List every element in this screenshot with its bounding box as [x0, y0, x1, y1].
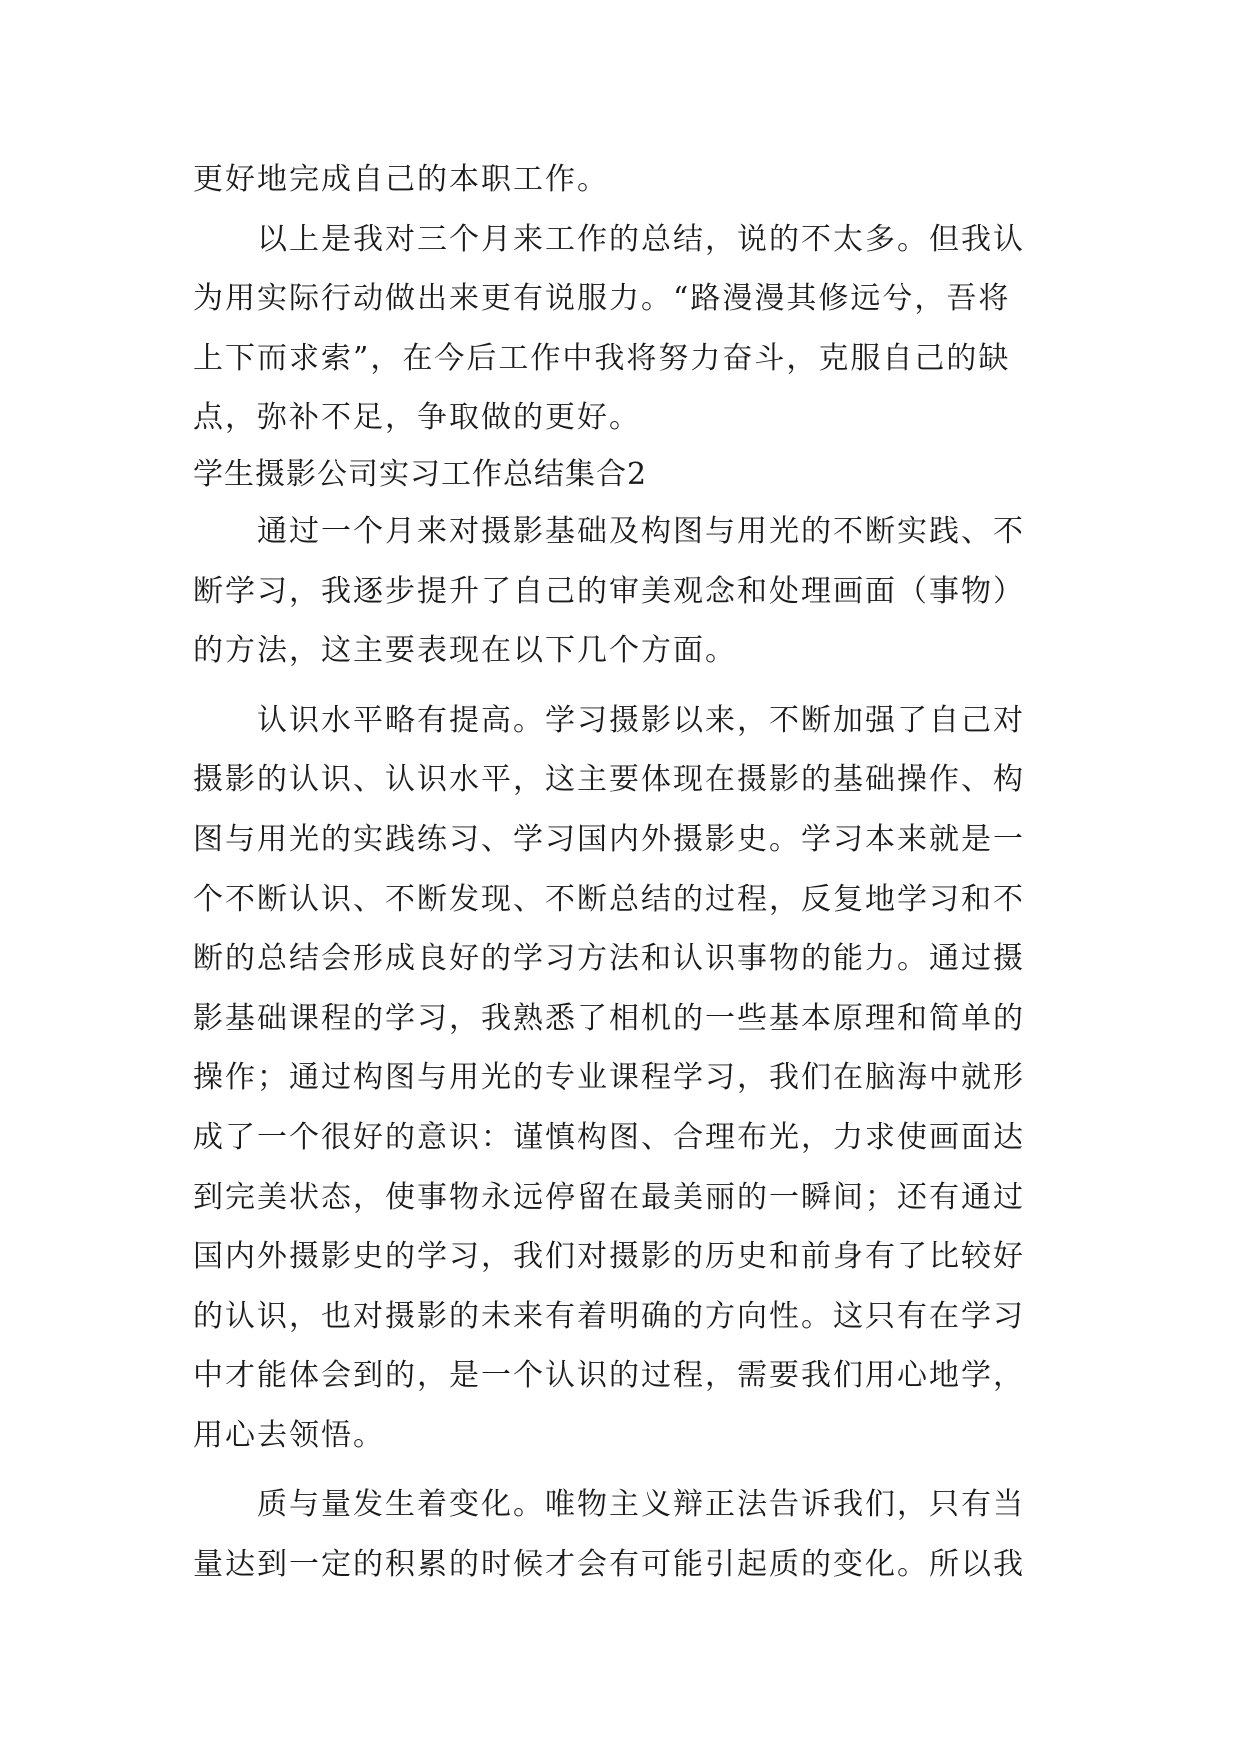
text-line: 以上是我对三个月来工作的总结，说的不太多。但我认 — [257, 221, 1025, 257]
text-line: 的方法，这主要表现在以下几个方面。 — [193, 633, 737, 669]
text-line: 到完美状态，使事物永远停留在最美丽的一瞬间；还有通过 — [193, 1179, 1025, 1215]
text-line: 摄影的认识、认识水平，这主要体现在摄影的基础操作、构 — [193, 762, 1025, 798]
paragraph — [193, 502, 1053, 681]
text-line: 量达到一定的积累的时候才会有可能引起质的变化。所以我 — [193, 1547, 1025, 1583]
text-line: 上下而求索”，在今后工作中我将努力奋斗，克服自己的缺 — [193, 340, 1011, 376]
paragraph — [193, 691, 1053, 1466]
text-line: 用心去领悟。 — [193, 1417, 385, 1453]
text-line: 图与用光的实践练习、学习国内外摄影史。学习本来就是一 — [193, 821, 1025, 857]
text-line: 成了一个很好的意识：谨慎构图、合理布光，力求使画面达 — [193, 1119, 1025, 1155]
text-line: 的认识，也对摄影的未来有着明确的方向性。这只有在学习 — [193, 1298, 1025, 1334]
text-line: 为用实际行动做出来更有说服力。“路漫漫其修远兮，吾将 — [193, 281, 1011, 317]
text-line: 影基础课程的学习，我熟悉了相机的一些基本原理和简单的 — [193, 1000, 1025, 1036]
text-line: 国内外摄影史的学习，我们对摄影的历史和前身有了比较好 — [193, 1239, 1025, 1275]
section-heading: 学生摄影公司实习工作总结集合2 — [193, 456, 648, 492]
text-line: 断学习，我逐步提升了自己的审美观念和处理画面（事物） — [193, 573, 1025, 609]
paragraph-gap — [193, 681, 1053, 691]
text-line: 通过一个月来对摄影基础及构图与用光的不断实践、不 — [257, 513, 1025, 549]
text-line: 操作；通过构图与用光的专业课程学习，我们在脑海中就形 — [193, 1060, 1025, 1096]
paragraph-gap — [193, 1465, 1053, 1475]
paragraph — [193, 150, 1053, 210]
text-line: 更好地完成自己的本职工作。 — [193, 162, 609, 197]
document-body — [193, 150, 1053, 1595]
text-line: 个不断认识、不断发现、不断总结的过程，反复地学习和不 — [193, 881, 1025, 917]
paragraph — [193, 1475, 1053, 1594]
text-line: 点，弥补不足，争取做的更好。 — [193, 400, 641, 436]
paragraph — [193, 210, 1053, 448]
text-line: 断的总结会形成良好的学习方法和认识事物的能力。通过摄 — [193, 941, 1025, 977]
text-line: 中才能体会到的，是一个认识的过程，需要我们用心地学， — [193, 1358, 1025, 1394]
text-line: 认识水平略有提高。学习摄影以来，不断加强了自己对 — [257, 702, 1025, 738]
text-line: 质与量发生着变化。唯物主义辩正法告诉我们，只有当 — [257, 1487, 1025, 1523]
